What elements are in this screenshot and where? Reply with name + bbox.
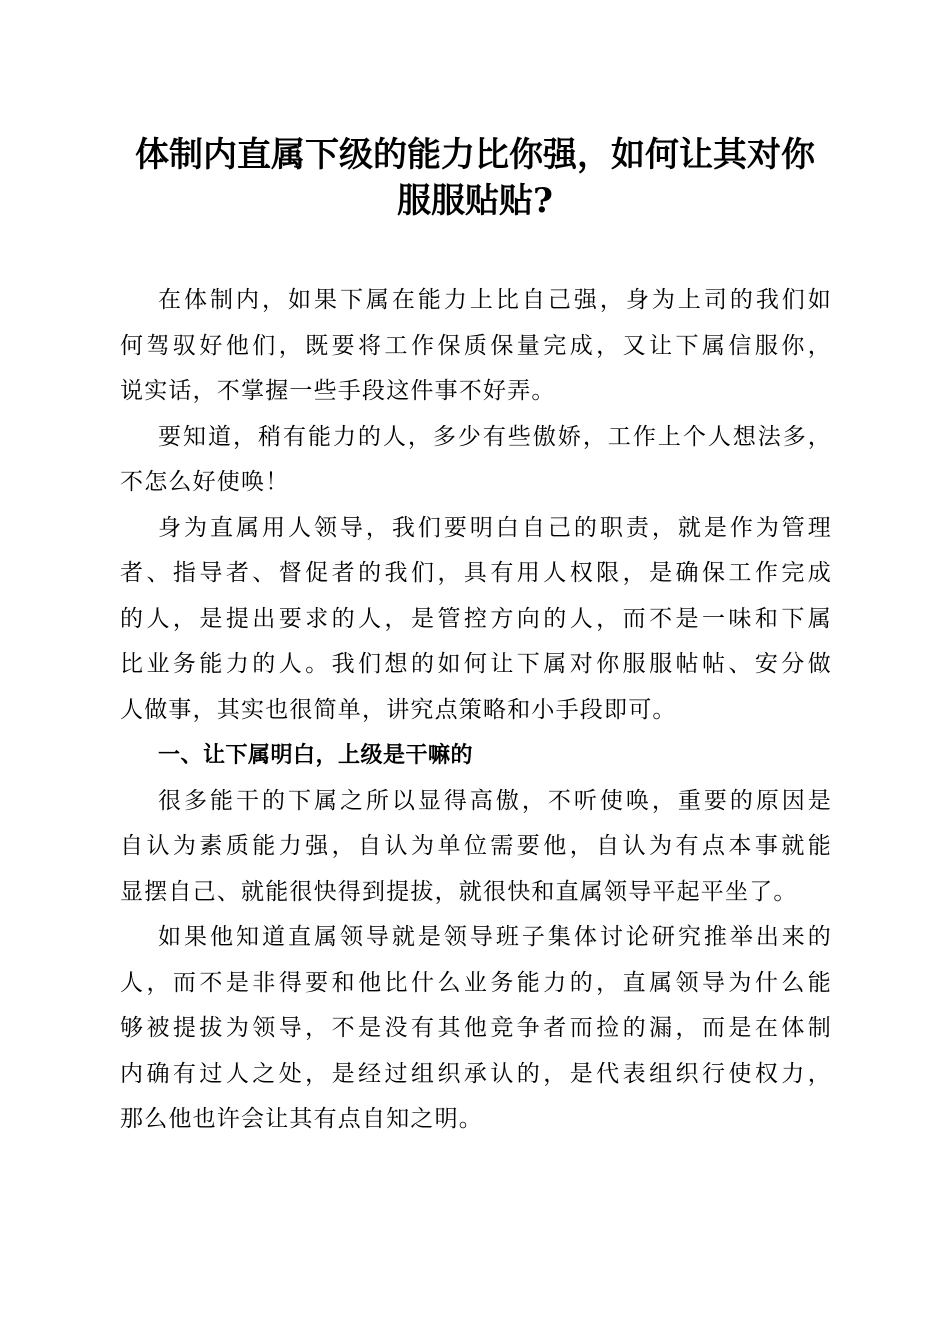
paragraph-5 (120, 915, 832, 1143)
paragraph-line: 说实话，不掌握一些手段这件事不好弄。 (120, 378, 556, 404)
document-body (120, 278, 832, 1143)
paragraph-line: 在体制内，如果下属在能力上比自己强，身为上司的我们如 (158, 287, 832, 313)
paragraph-line: 如果他知道直属领导就是领导班子集体讨论研究推举出来的 (158, 924, 832, 950)
paragraph-1 (120, 278, 832, 415)
paragraph-line: 不怎么好使唤！ (120, 469, 290, 495)
paragraph-line: 内确有过人之处，是经过组织承认的，是代表组织行使权力， (120, 1060, 832, 1087)
paragraph-line: 要知道，稍有能力的人，多少有些傲娇，工作上个人想法多， (158, 423, 832, 450)
paragraph-4 (120, 779, 832, 916)
paragraph-line: 者、指导者、督促者的我们，具有用人权限，是确保工作完成 (120, 560, 832, 586)
paragraph-line: 很多能干的下属之所以显得高傲，不听使唤，重要的原因是 (158, 787, 832, 814)
paragraph-line: 人做事，其实也很简单，讲究点策略和小手段即可。 (120, 696, 677, 723)
section-heading-1: 一、让下属明白，上级是干嘛的 (158, 743, 474, 768)
paragraph-line: 人，而不是非得要和他比什么业务能力的，直属领导为什么能 (120, 969, 832, 996)
paragraph-line: 的人，是提出要求的人，是管控方向的人，而不是一味和下属 (120, 605, 832, 632)
document-title (100, 132, 850, 224)
title-line-1: 体制内直属下级的能力比你强，如何让其对你 (135, 135, 815, 175)
paragraph-line: 显摆自己、就能很快得到提拔，就很快和直属领导平起平坐了。 (120, 878, 798, 905)
paragraph-line: 何驾驭好他们，既要将工作保质保量完成，又让下属信服你， (120, 332, 832, 359)
paragraph-line: 够被提拔为领导，不是没有其他竞争者而捡的漏，而是在体制 (120, 1015, 832, 1041)
paragraph-line: 自认为素质能力强，自认为单位需要他，自认为有点本事就能 (120, 833, 832, 859)
paragraph-2 (120, 415, 832, 506)
paragraph-3 (120, 506, 832, 734)
title-line-2: 服服贴贴? (397, 181, 553, 221)
paragraph-line: 比业务能力的人。我们想的如何让下属对你服服帖帖、安分做 (120, 651, 832, 677)
paragraph-line: 身为直属用人领导，我们要明白自己的职责，就是作为管理 (158, 514, 832, 541)
paragraph-line: 那么他也许会让其有点自知之明。 (120, 1106, 483, 1132)
